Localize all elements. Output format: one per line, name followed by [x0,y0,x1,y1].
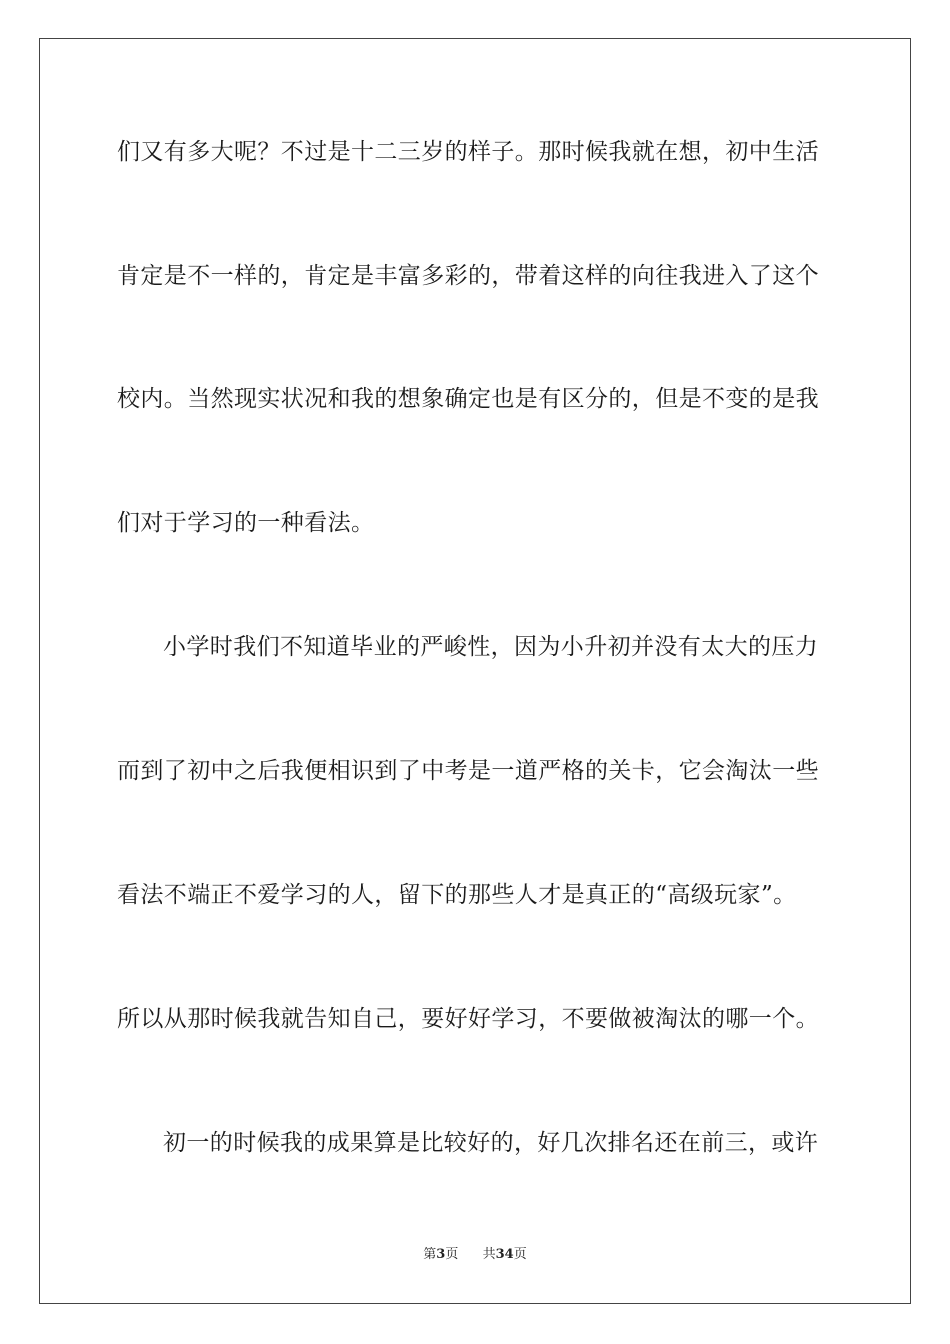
total-page-count: 34 [495,1247,514,1262]
body-text-line: 们又有多大呢？不过是十二三岁的样子。那时候我就在想，初中生活 [117,139,819,165]
body-text-line: 看法不端正不爱学习的人，留下的那些人才是真正的“高级玩家”。 [117,882,797,908]
body-text-line: 所以从那时候我就告知自己，要好好学习，不要做被淘汰的哪一个。 [117,1006,819,1032]
page-footer [0,1247,950,1263]
paragraph-start-line: 小学时我们不知道毕业的严峻性，因为小升初并没有太大的压力 [163,634,819,660]
page-border [39,38,911,1304]
body-text-line: 们对于学习的一种看法。 [117,510,375,536]
body-text-line: 校内。当然现实状况和我的想象确定也是有区分的，但是不变的是我 [117,386,819,412]
total-pages-label: 共34页 [482,1247,527,1262]
current-page-number: 3 [436,1247,446,1262]
paragraph-start-line: 初一的时候我的成果算是比较好的，好几次排名还在前三，或许 [163,1130,819,1156]
body-text-line: 而到了初中之后我便相识到了中考是一道严格的关卡，它会淘汰一些 [117,758,819,784]
page-number-label: 第3页 [423,1247,459,1262]
body-text-line: 肯定是不一样的，肯定是丰富多彩的，带着这样的向往我进入了这个 [117,263,819,289]
